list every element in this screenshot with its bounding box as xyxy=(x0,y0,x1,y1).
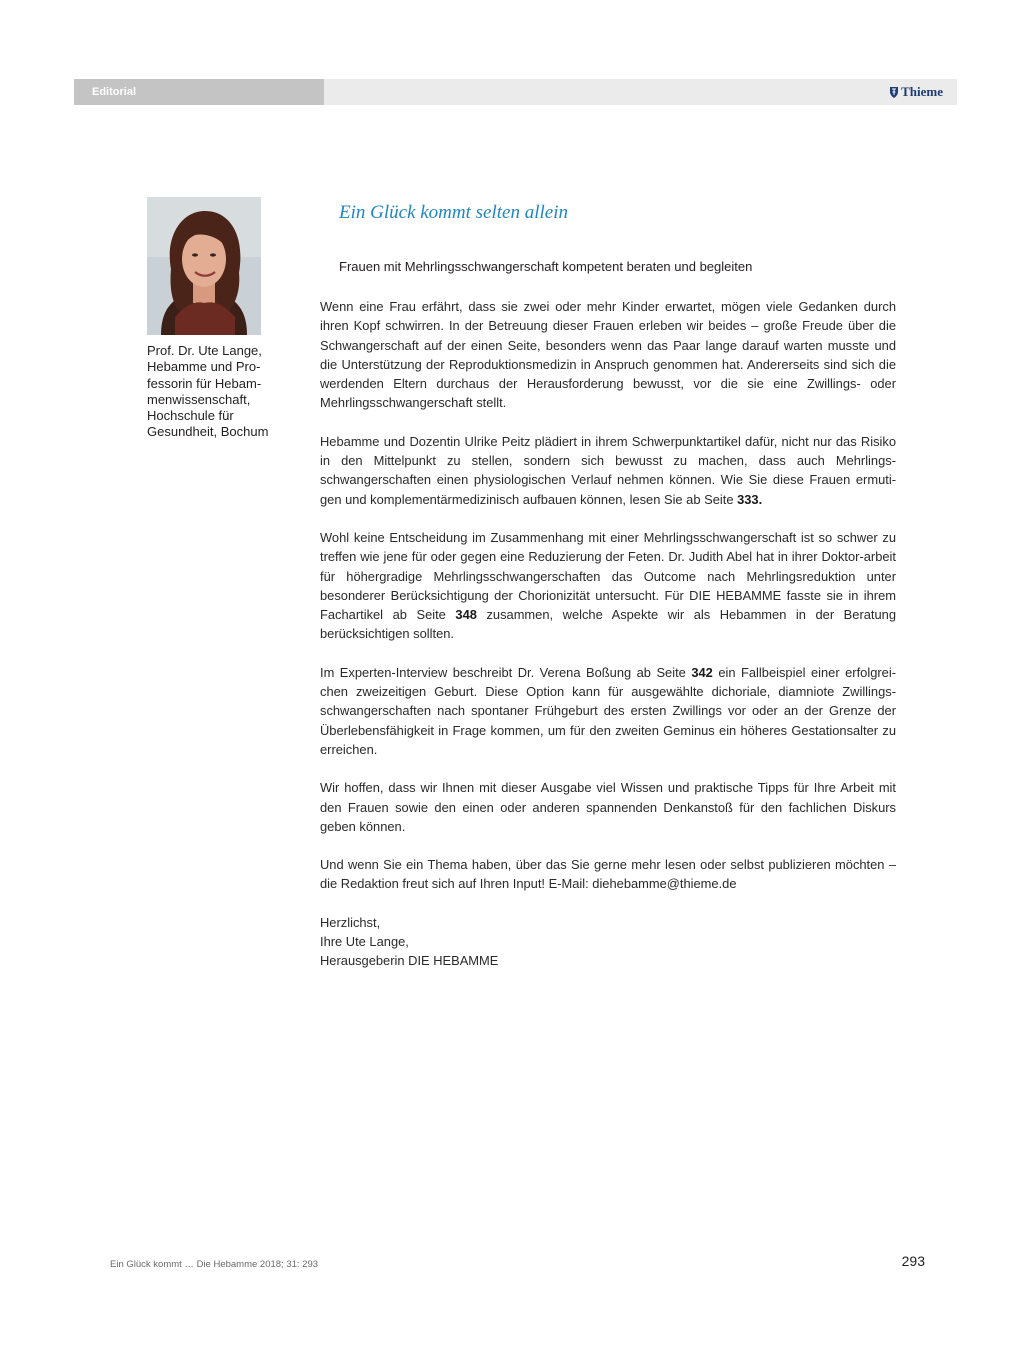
footer-citation: Ein Glück kommt … Die Hebamme 2018; 31: 293 xyxy=(110,1259,319,1270)
publisher-name: Thieme xyxy=(901,84,943,99)
paragraph-text: zusammen, welche Aspekte wir als Hebammen in der Beratung berücksichtigen sollten. xyxy=(320,607,896,642)
caption-line: fessorin für Hebam- xyxy=(147,375,262,391)
article-subtitle: Frauen mit Mehrlingsschwangerschaft kompetent beraten und begleiten xyxy=(339,259,753,274)
paragraph-text: Hebamme und Dozentin Ulrike Peitz plädiert in ihrem Schwerpunktartikel dafür, nicht nur das Risiko in den Mittelpunkt zu stellen, sondern sich bewusst zu machen, dass auch Mehrlings-schwangerschaften einen physiologischen Verlauf nehmen können. Wie Sie diese Frauen ermuti-gen und komplementärmedizinisch aufbauen können, lesen Sie ab Seite xyxy=(320,433,896,507)
signoff-line: Ihre Ute Lange, xyxy=(320,934,409,950)
page-number: 293 xyxy=(901,1253,925,1269)
caption-line: Gesundheit, Bochum xyxy=(147,424,269,440)
body-paragraph xyxy=(320,297,896,413)
page-reference: 333. xyxy=(737,491,763,507)
thieme-crest-icon xyxy=(889,86,899,99)
paragraph-text: Wohl keine Entscheidung im Zusammenhang mit einer Mehrlingsschwangerschaft ist so schwer zu treffen wie jene für oder gegen eine Reduzierung der Feten. Dr. Judith Abel hat in ihrer Doktor-arbeit für höhergradige Mehrlingsschwangerschaften das Outcome nach Mehrlingsreduktion unter besonderer Berücksichtigung der Chorionizität untersucht. Für DIE HEBAMME fasste sie in ihrem Fachartikel ab Seite xyxy=(320,529,896,623)
caption-line: Hebamme und Pro- xyxy=(147,359,261,375)
signoff xyxy=(320,913,896,971)
caption-line: menwissenschaft, xyxy=(147,391,251,407)
signoff-line: Herzlichst, xyxy=(320,914,381,930)
body-paragraph xyxy=(320,855,896,894)
paragraph-text: Wir hoffen, dass wir Ihnen mit dieser Ausgabe viel Wissen und praktische Tipps für Ihre Arbeit mit den Frauen sowie den einen oder anderen spannenden Denkanstoß für den fachlichen Diskurs geben können. xyxy=(320,780,896,834)
body-paragraph xyxy=(320,528,896,644)
body-paragraph xyxy=(320,663,896,759)
section-label: Editorial xyxy=(74,79,324,105)
publisher-logo xyxy=(889,79,943,105)
page-reference: 342 xyxy=(691,664,713,680)
caption-line: Prof. Dr. Ute Lange, xyxy=(147,343,262,358)
page-reference: 348 xyxy=(455,607,477,623)
author-caption xyxy=(147,343,287,441)
paragraph-text: Wenn eine Frau erfährt, dass sie zwei oder mehr Kinder erwartet, mögen viele Gedanken durch ihren Kopf schwirren. In der Betreuung dieser Frauen erleben wir beides – große Freude über die Schwangerschaft auf der einen Seite, besonders wenn das Paar lange darauf warten musste und die Unterstützung der Reproduktionsmedizin in Anspruch genommen hat. Andererseits sind sich die werdenden Eltern durchaus der Herausforderung bewusst, vor die sie eine Zwillings- oder Mehrlingsschwangerschaft stellt. xyxy=(320,299,896,411)
paragraph-text: Und wenn Sie ein Thema haben, über das Sie gerne mehr lesen oder selbst publizieren möchten – die Redaktion freut sich auf Ihren Input! E-Mail: diehebamme@thieme.de xyxy=(320,857,896,892)
article-body xyxy=(320,297,896,971)
paragraph-text: Im Experten-Interview beschreibt Dr. Verena Boßung ab Seite xyxy=(320,664,692,680)
article-title: Ein Glück kommt selten allein xyxy=(339,202,568,223)
caption-line: Hochschule für xyxy=(147,408,234,424)
body-paragraph xyxy=(320,432,896,509)
body-paragraph xyxy=(320,778,896,836)
running-header xyxy=(74,79,957,105)
signoff-line: Herausgeberin DIE HEBAMME xyxy=(320,953,499,969)
author-portrait xyxy=(147,197,261,335)
portrait-image xyxy=(147,197,261,335)
paragraph-text: ein Fallbeispiel einer erfolgrei-chen zweizeitigen Geburt. Diese Option kann für ausgewählte dichoriale, diamniote Zwillings-schwangerschaften nach spontaner Frühgeburt des ersten Zwillings vor oder an der Grenze der Überlebensfähigkeit in Frage kommen, um für den zweiten Geminus ein höheres Gestationsalter zu erreichen. xyxy=(320,664,896,757)
